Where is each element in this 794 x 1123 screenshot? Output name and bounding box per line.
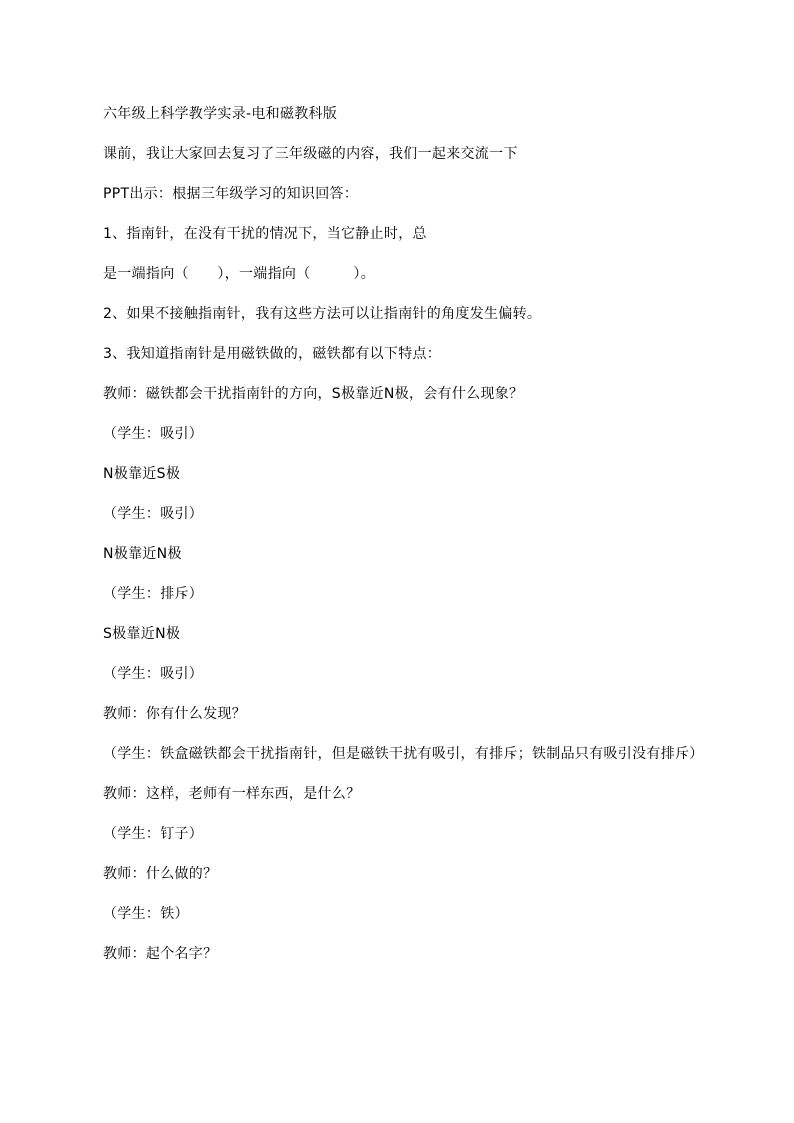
paragraph: 教师：起个名字？ — [103, 946, 218, 962]
paragraph: 3、我知道指南针是用磁铁做的，磁铁都有以下特点： — [103, 346, 442, 362]
paragraph: 1、指南针，在没有干扰的情况下，当它静止时，总 — [103, 226, 427, 242]
paragraph: 是一端指向（ ），一端指向（ ）。 — [103, 266, 375, 282]
paragraph: PPT出示：根据三年级学习的知识回答： — [103, 186, 359, 202]
paragraph: S极靠近N极 — [103, 626, 181, 642]
paragraph: N极靠近S极 — [103, 466, 181, 482]
paragraph: （学生：铁盒磁铁都会干扰指南针，但是磁铁干扰有吸引，有排斥；铁制品只有吸引没有排斥） — [103, 746, 704, 762]
paragraph: 教师：这样，老师有一样东西，是什么？ — [103, 786, 361, 802]
paragraph: 2、如果不接触指南针，我有这些方法可以让指南针的角度发生偏转。 — [103, 306, 542, 322]
paragraph: 教师：什么做的？ — [103, 866, 218, 882]
document-title: 六年级上科学教学实录-电和磁教科版 — [103, 106, 338, 122]
document-body — [72, 94, 726, 974]
paragraph: （学生：吸引） — [103, 666, 204, 682]
paragraph: （学生：铁） — [103, 906, 189, 922]
paragraph: （学生：吸引） — [103, 426, 204, 442]
paragraph: 教师：磁铁都会干扰指南针的方向，S极靠近N极，会有什么现象？ — [103, 386, 524, 402]
paragraph: 课前，我让大家回去复习了三年级磁的内容，我们一起来交流一下 — [103, 146, 518, 162]
paragraph: （学生：排斥） — [103, 586, 204, 602]
paragraph: 教师：你有什么发现？ — [103, 706, 246, 722]
paragraph: N极靠近N极 — [103, 546, 182, 562]
paragraph: （学生：钉子） — [103, 826, 204, 842]
paragraph: （学生：吸引） — [103, 506, 204, 522]
